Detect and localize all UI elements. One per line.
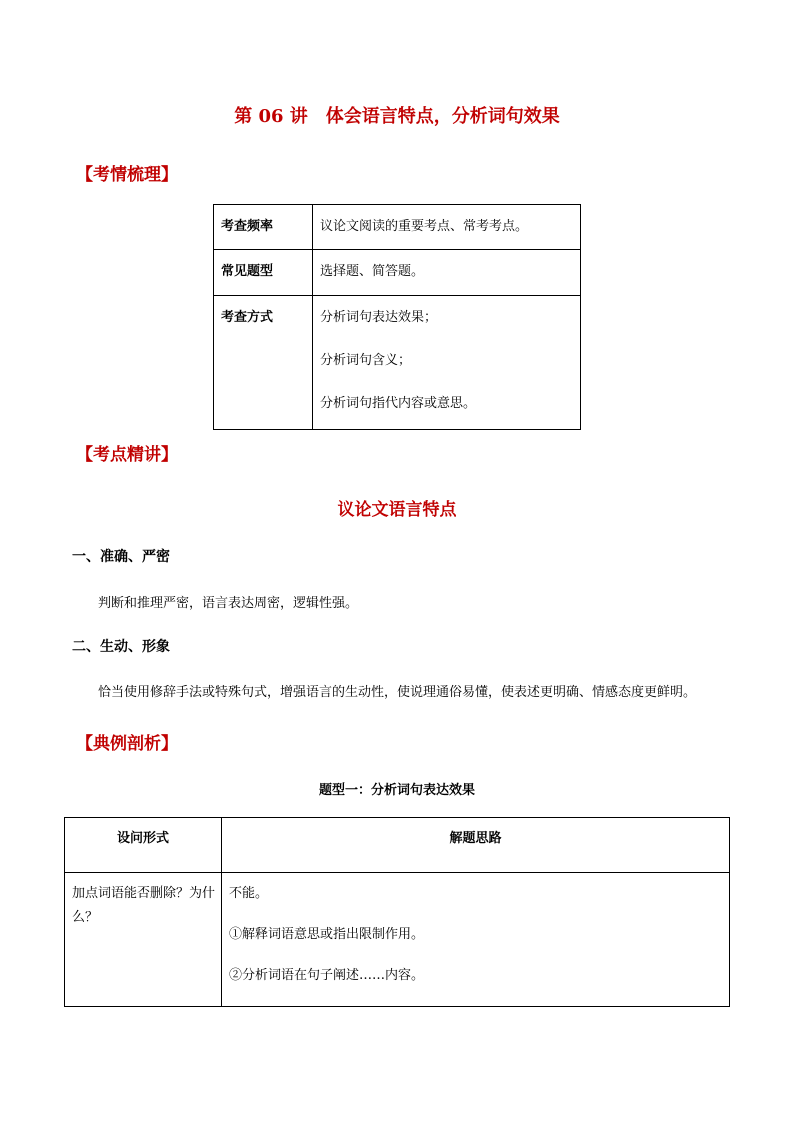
point-text: 恰当使用修辞手法或特殊句式，增强语言的生动性，使说理通俗易懂，使表述更明确、情感态度更鲜明。 [98,685,697,700]
solution-line: ②分析词语在句子阐述……内容。 [229,968,425,983]
row-value [313,250,581,296]
solution-line: ①解释词语意思或指出限制作用。 [229,927,425,942]
column-header: 解题思路 [222,818,730,873]
row-value-line: 分析词句表达效果； [320,310,438,325]
solution-line: 不能。 [229,886,269,901]
table-row [65,873,730,1007]
row-label: 考查方式 [214,296,313,430]
question-type-caption: 题型一：分析词句表达效果 [318,783,475,798]
table-row [214,296,581,430]
page-title: 第 06 讲 体会语言特点，分析词句效果 [234,106,560,127]
row-value [313,296,581,430]
table-row [214,250,581,296]
section-heading-examples: 【典例剖析】 [76,734,178,754]
column-header: 设问形式 [65,818,222,873]
question-form: 加点词语能否删除？为什么？ [65,873,222,1007]
row-value-line: 选择题、简答题。 [320,264,425,279]
section-heading-key-points: 【考点精讲】 [76,445,178,465]
solution-table [64,817,730,1007]
point-text: 判断和推理严密，语言表达周密，逻辑性强。 [98,596,359,611]
table-header-row [65,818,730,873]
row-label: 考查频率 [214,205,313,250]
row-value-line: 议论文阅读的重要考点、常考考点。 [320,219,529,234]
row-value-line: 分析词句指代内容或意思。 [320,396,477,411]
row-value-line: 分析词句含义； [320,353,412,368]
point-heading: 二、生动、形象 [72,639,170,655]
table-row [214,205,581,250]
row-label: 常见题型 [214,250,313,296]
section-heading-exam-overview: 【考情梳理】 [76,165,178,185]
solution-steps [222,873,730,1007]
row-value [313,205,581,250]
exam-overview-table [213,204,581,430]
topic-title: 议论文语言特点 [337,500,457,520]
point-heading: 一、准确、严密 [72,549,170,565]
